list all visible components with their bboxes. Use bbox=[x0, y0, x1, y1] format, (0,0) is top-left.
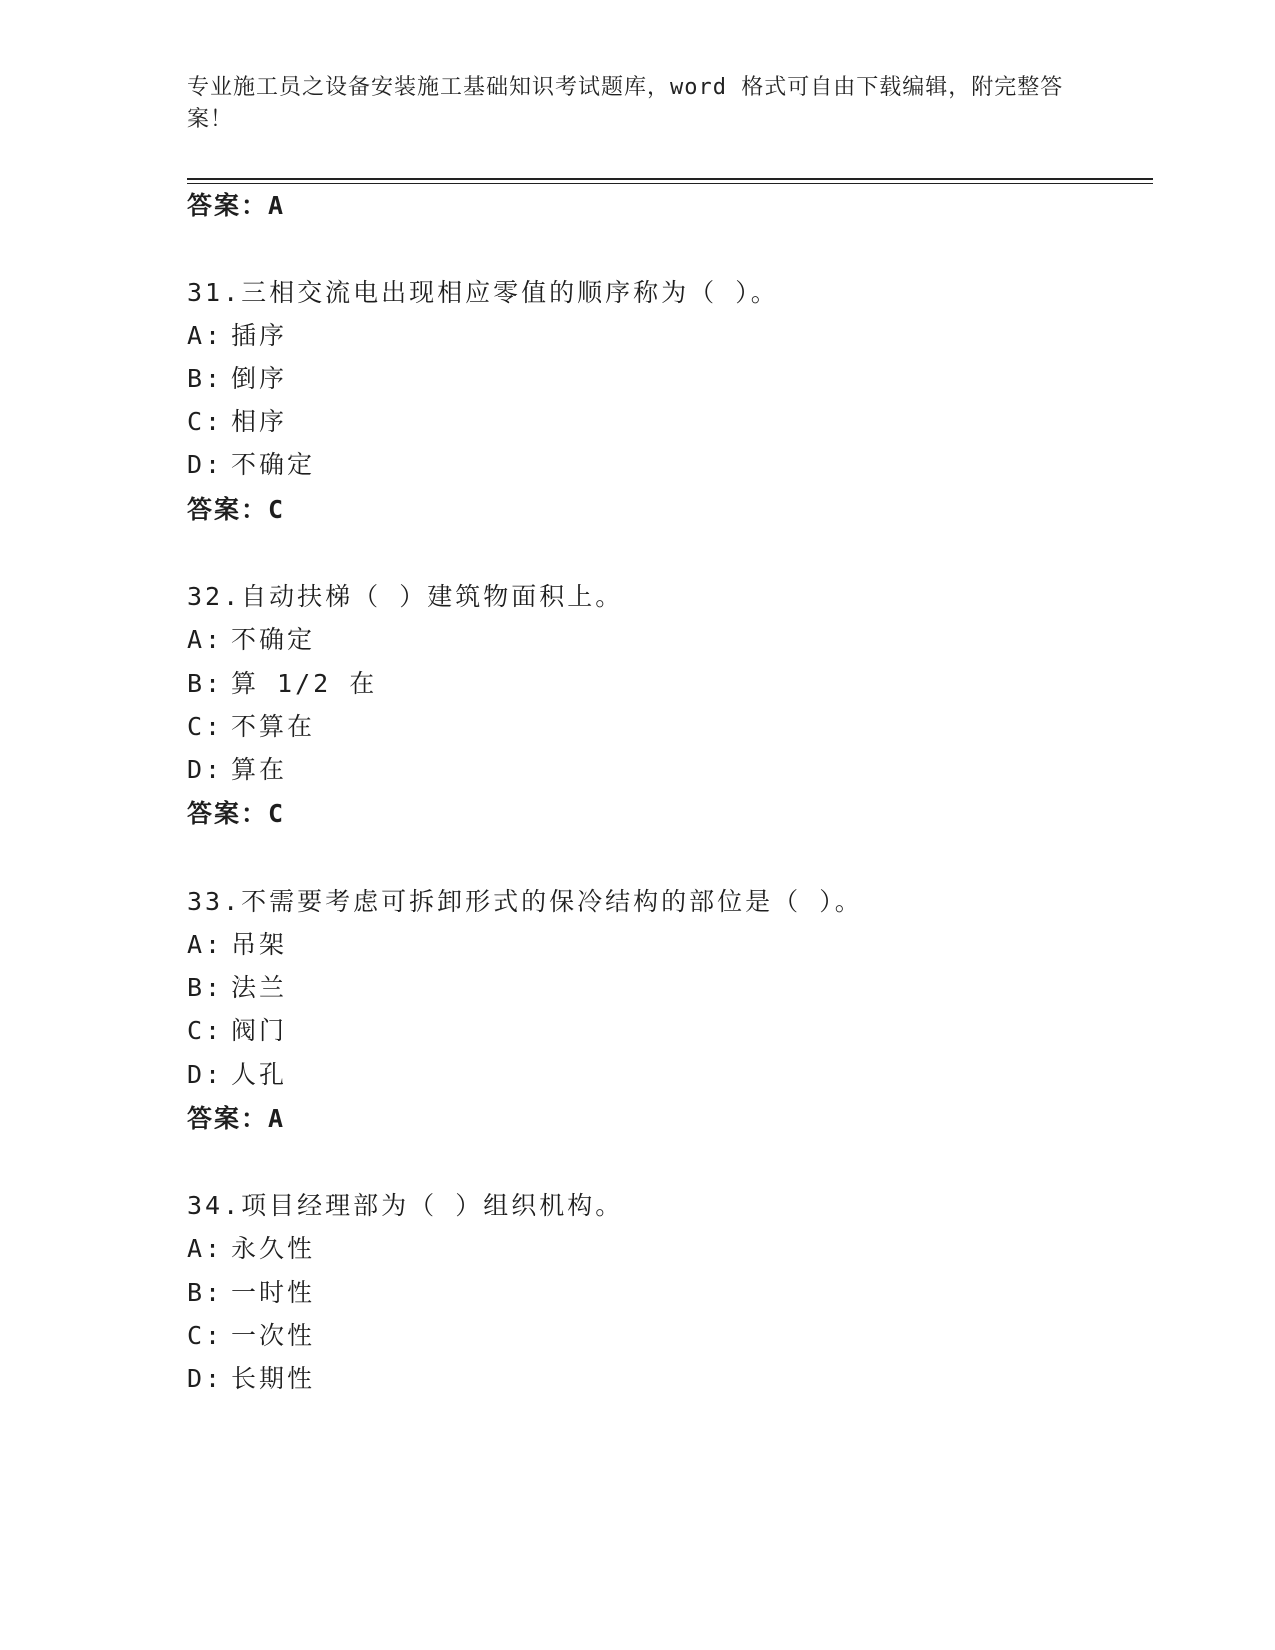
document-header: 专业施工员之设备安装施工基础知识考试题库，word 格式可自由下载编辑，附完整答案！ bbox=[187, 75, 1064, 132]
option-letter: A: bbox=[187, 930, 224, 959]
option-c bbox=[187, 405, 287, 439]
option-d bbox=[187, 1058, 287, 1092]
header-divider-thick bbox=[187, 178, 1153, 180]
option-letter: D: bbox=[187, 450, 224, 479]
option-text: 算 1/2 在 bbox=[231, 669, 378, 698]
option-b bbox=[187, 362, 287, 396]
option-text: 算在 bbox=[231, 755, 288, 784]
header-divider-thin bbox=[187, 183, 1153, 184]
option-text: 人孔 bbox=[231, 1060, 288, 1089]
option-letter: C: bbox=[187, 407, 224, 436]
option-d bbox=[187, 448, 315, 482]
option-c bbox=[187, 1014, 287, 1048]
option-b bbox=[187, 1276, 315, 1310]
question-stem: 33.不需要考虑可拆卸形式的保冷结构的部位是（ ）。 bbox=[187, 887, 863, 916]
option-letter: C: bbox=[187, 1016, 224, 1045]
option-d bbox=[187, 1362, 315, 1396]
option-letter: B: bbox=[187, 364, 224, 393]
option-text: 不确定 bbox=[231, 450, 316, 479]
question-stem: 34.项目经理部为（ ）组织机构。 bbox=[187, 1191, 624, 1220]
option-letter: C: bbox=[187, 712, 224, 741]
option-a bbox=[187, 1232, 315, 1266]
question-stem: 31.三相交流电出现相应零值的顺序称为（ ）。 bbox=[187, 278, 779, 307]
answer-line: 答案：C bbox=[187, 799, 286, 828]
option-d bbox=[187, 753, 287, 787]
option-text: 相序 bbox=[231, 407, 288, 436]
option-a bbox=[187, 928, 287, 962]
option-text: 法兰 bbox=[231, 973, 288, 1002]
option-text: 不算在 bbox=[231, 712, 316, 741]
option-letter: A: bbox=[187, 1234, 224, 1263]
option-text: 一次性 bbox=[231, 1321, 316, 1350]
option-letter: B: bbox=[187, 1278, 224, 1307]
answer-line: 答案：C bbox=[187, 495, 286, 524]
option-letter: A: bbox=[187, 321, 224, 350]
option-b bbox=[187, 667, 377, 701]
option-text: 倒序 bbox=[231, 364, 288, 393]
option-a bbox=[187, 623, 315, 657]
answer-line: 答案：A bbox=[187, 1104, 286, 1133]
option-text: 阀门 bbox=[231, 1016, 288, 1045]
option-text: 一时性 bbox=[231, 1278, 316, 1307]
answer-line: 答案：A bbox=[187, 191, 286, 220]
option-letter: B: bbox=[187, 973, 224, 1002]
question-stem: 32.自动扶梯（ ）建筑物面积上。 bbox=[187, 582, 624, 611]
option-letter: D: bbox=[187, 1364, 224, 1393]
option-text: 插序 bbox=[231, 321, 288, 350]
option-b bbox=[187, 971, 287, 1005]
option-c bbox=[187, 1319, 315, 1353]
option-letter: B: bbox=[187, 669, 224, 698]
option-letter: D: bbox=[187, 755, 224, 784]
option-text: 不确定 bbox=[231, 625, 316, 654]
option-letter: C: bbox=[187, 1321, 224, 1350]
option-text: 吊架 bbox=[231, 930, 288, 959]
option-letter: D: bbox=[187, 1060, 224, 1089]
option-a bbox=[187, 319, 287, 353]
option-text: 永久性 bbox=[231, 1234, 316, 1263]
option-letter: A: bbox=[187, 625, 224, 654]
option-text: 长期性 bbox=[231, 1364, 316, 1393]
option-c bbox=[187, 710, 315, 744]
